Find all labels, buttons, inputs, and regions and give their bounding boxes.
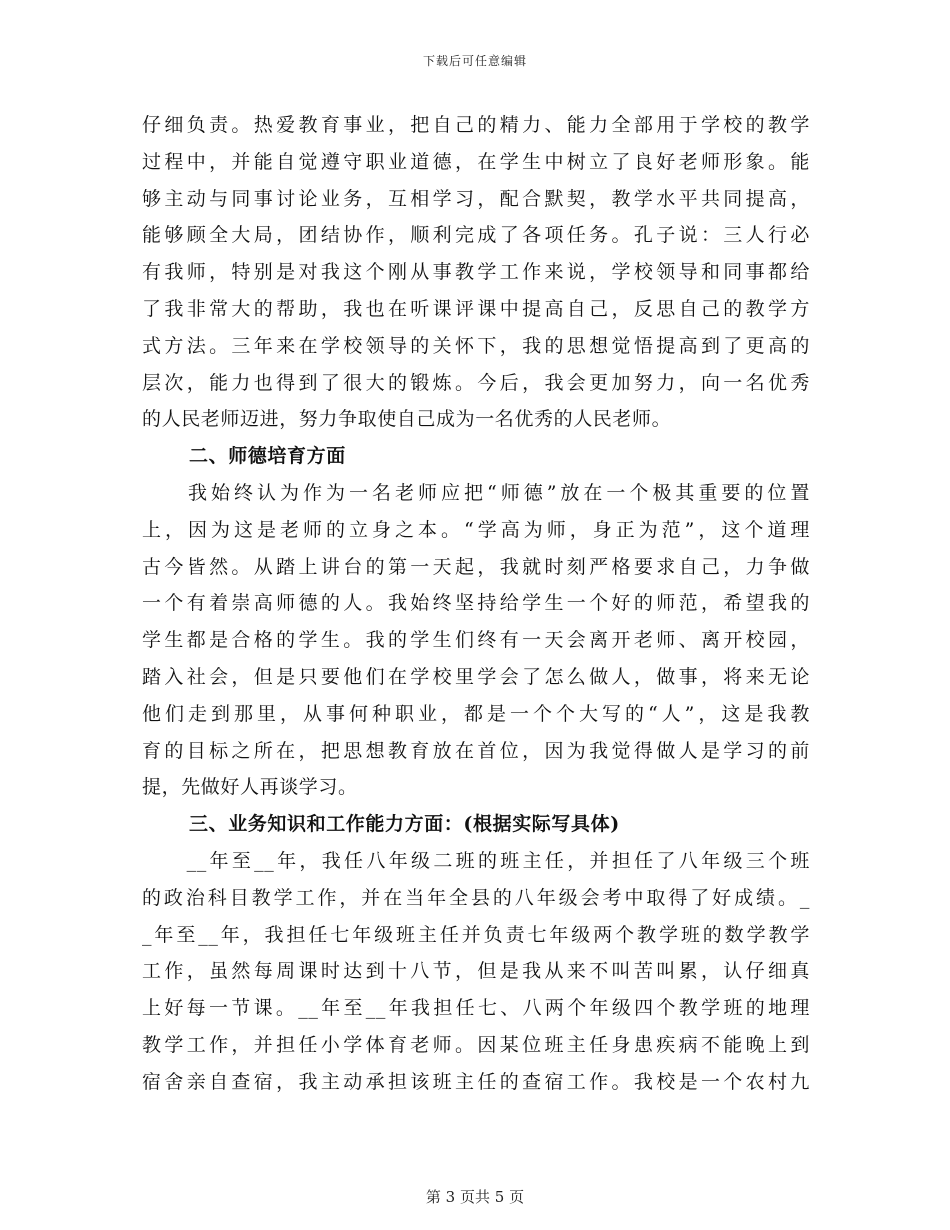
text-line-4: 能够顾全大局，团结协作，顺利完成了各项任务。孔子说：三人行必 bbox=[142, 224, 810, 247]
text-line-22: 的政治科目教学工作，并在当年全县的八年级会考中取得了好成绩。_ bbox=[142, 886, 810, 909]
text-line-6: 了我非常大的帮助，我也在听课评课中提高自己，反思自己的教学方 bbox=[142, 297, 810, 320]
text-line-17: 他们走到那里，从事何种职业，都是一个个大写的“人”，这是我教 bbox=[142, 702, 810, 725]
document-body bbox=[142, 107, 810, 1101]
text-line-12: 上，因为这是老师的立身之本。“学高为师，身正为范”，这个道理 bbox=[142, 518, 810, 541]
text-line-24: 工作，虽然每周课时达到十八节，但是我从来不叫苦叫累，认仔细真 bbox=[142, 960, 810, 983]
text-line-11: 我始终认为作为一名老师应把“师德”放在一个极其重要的位置 bbox=[142, 481, 810, 504]
text-line-27: 宿舍亲自查宿，我主动承担该班主任的查宿工作。我校是一个农村九 bbox=[142, 1070, 810, 1093]
text-line-14: 一个有着崇高师德的人。我始终坚持给学生一个好的师范，希望我的 bbox=[142, 592, 810, 615]
text-line-8: 层次，能力也得到了很大的锻炼。今后，我会更加努力，向一名优秀 bbox=[142, 371, 810, 394]
text-line-25: 上好每一节课。__年至__年我担任七、八两个年级四个教学班的地理 bbox=[142, 997, 810, 1020]
text-line-1: 仔细负责。热爱教育事业，把自己的精力、能力全部用于学校的教学 bbox=[142, 114, 810, 136]
text-line-3: 够主动与同事讨论业务，互相学习，配合默契，教学水平共同提高， bbox=[142, 187, 810, 210]
section-heading-2: 二、师德培育方面 bbox=[189, 445, 346, 468]
text-line-2: 过程中，并能自觉遵守职业道德，在学生中树立了良好老师形象。能 bbox=[142, 150, 810, 173]
text-line-7: 式方法。三年来在学校领导的关怀下，我的思想觉悟提高到了更高的 bbox=[142, 334, 810, 357]
text-line-9: 的人民老师迈进，努力争取使自己成为一名优秀的人民老师。 bbox=[142, 408, 672, 431]
text-line-19: 提，先做好人再谈学习。 bbox=[142, 776, 358, 799]
text-line-15: 学生都是合格的学生。我的学生们终有一天会离开老师、离开校园， bbox=[142, 629, 810, 652]
page-number-footer: 第 3 页共 5 页 bbox=[425, 1188, 525, 1206]
text-line-21: __年至__年，我任八年级二班的班主任，并担任了八年级三个班 bbox=[142, 849, 810, 872]
text-line-18: 育的目标之所在，把思想教育放在首位，因为我觉得做人是学习的前 bbox=[142, 739, 810, 762]
text-line-5: 有我师，特别是对我这个刚从事教学工作来说，学校领导和同事都给 bbox=[142, 261, 810, 284]
page-header: 下载后可任意编辑 bbox=[422, 54, 527, 68]
text-line-26: 教学工作，并担任小学体育老师。因某位班主任身患疾病不能晚上到 bbox=[142, 1033, 810, 1056]
text-line-23: _年至__年，我担任七年级班主任并负责七年级两个教学班的数学教学 bbox=[142, 923, 810, 946]
text-line-13: 古今皆然。从踏上讲台的第一天起，我就时刻严格要求自己，力争做 bbox=[142, 555, 810, 578]
section-heading-3: 三、业务知识和工作能力方面：(根据实际写具体) bbox=[189, 813, 620, 836]
text-line-16: 踏入社会，但是只要他们在学校里学会了怎么做人，做事，将来无论 bbox=[142, 665, 810, 688]
